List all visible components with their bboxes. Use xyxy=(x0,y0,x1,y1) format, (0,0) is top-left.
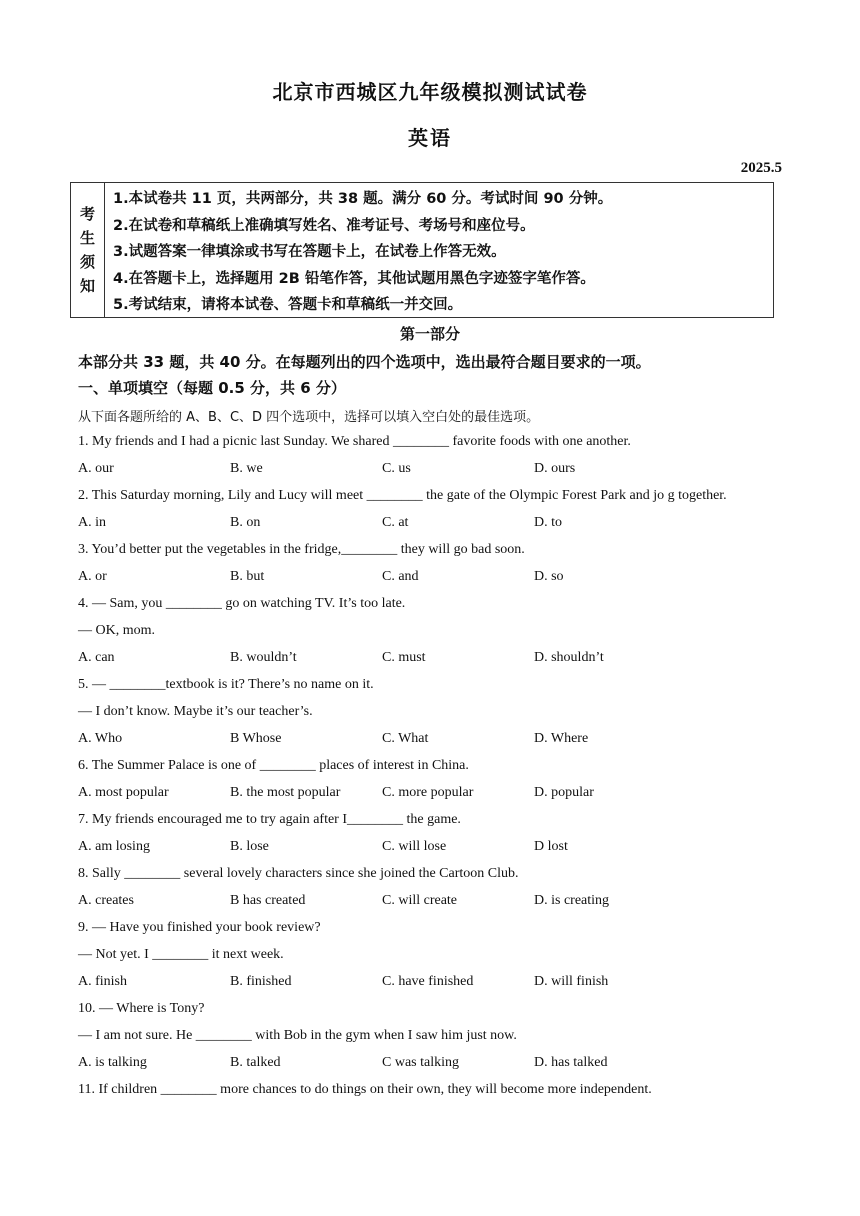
answer-option: B. finished xyxy=(230,974,292,989)
question-options xyxy=(78,509,798,536)
question-options xyxy=(78,833,798,860)
notice-item: 2.在试卷和草稿纸上准确填写姓名、准考证号、考场号和座位号。 xyxy=(113,217,535,234)
question-dialogue-line: — I don’t know. Maybe it’s our teacher’s. xyxy=(78,704,313,719)
question-options xyxy=(78,644,798,671)
section-instruction: 从下面各题所给的 A、B、C、D 四个选项中，选择可以填入空白处的最佳选项。 xyxy=(78,410,540,425)
question-options xyxy=(78,1049,798,1076)
notice-item: 5.考试结束，请将本试卷、答题卡和草稿纸一并交回。 xyxy=(113,297,463,313)
answer-option: A. Who xyxy=(78,731,123,746)
answer-option: B. but xyxy=(230,569,265,584)
question-stem: 11. If children ________ more chances to do things on their own, they will become more independent. xyxy=(78,1082,652,1097)
exam-subject: 英语 xyxy=(408,126,452,150)
answer-option: D. popular xyxy=(534,785,594,800)
answer-option: B has created xyxy=(230,893,306,908)
answer-option: A. am losing xyxy=(78,839,150,854)
question-stem: 2. This Saturday morning, Lily and Lucy will meet ________ the gate of the Olympic Forest Park and jo g together. xyxy=(78,488,727,503)
answer-option: A. creates xyxy=(78,893,134,908)
answer-option: D. so xyxy=(534,569,564,584)
question-dialogue-line: — I am not sure. He ________ with Bob in the gym when I saw him just now. xyxy=(78,1028,517,1043)
answer-option: D. Where xyxy=(534,731,589,746)
answer-option: B Whose xyxy=(230,731,282,746)
answer-option: B. talked xyxy=(230,1055,281,1070)
answer-option: C. What xyxy=(382,731,429,746)
answer-option: C. us xyxy=(382,461,411,476)
notice-label-char: 知 xyxy=(79,277,95,295)
answer-option: B. the most popular xyxy=(230,785,341,800)
question-stem: 10. — Where is Tony? xyxy=(78,1001,205,1016)
answer-option: D. to xyxy=(534,515,562,530)
notice-label xyxy=(71,183,105,317)
notice-box xyxy=(70,182,774,318)
answer-option: A. most popular xyxy=(78,785,169,800)
answer-option: A. is talking xyxy=(78,1055,147,1070)
question-stem: 5. — ________textbook is it? There’s no name on it. xyxy=(78,677,374,692)
answer-option: D. will finish xyxy=(534,974,609,989)
exam-date: 2025.5 xyxy=(740,160,782,176)
answer-option: D. shouldn’t xyxy=(534,650,604,665)
answer-option: D lost xyxy=(534,839,568,854)
notice-label-char: 须 xyxy=(79,253,95,271)
notice-item: 4.在答题卡上，选择题用 2B 铅笔作答，其他试题用黑色字迹签字笔作答。 xyxy=(113,270,595,287)
exam-title: 北京市西城区九年级模拟测试试卷 xyxy=(272,80,588,104)
answer-option: A. in xyxy=(78,515,106,530)
answer-option: A. or xyxy=(78,569,107,584)
answer-option: D. has talked xyxy=(534,1055,608,1070)
question-stem: 7. My friends encouraged me to try again after I________ the game. xyxy=(78,812,461,827)
question-dialogue-line: — Not yet. I ________ it next week. xyxy=(78,947,284,962)
answer-option: C. will lose xyxy=(382,839,447,854)
question-stem: 8. Sally ________ several lovely characters since she joined the Cartoon Club. xyxy=(78,866,519,881)
notice-label-char: 生 xyxy=(79,229,95,247)
notice-item: 3.试题答案一律填涂或书写在答题卡上，在试卷上作答无效。 xyxy=(113,244,506,260)
answer-option: A. our xyxy=(78,461,114,476)
answer-option: C. will create xyxy=(382,893,458,908)
question-stem: 1. My friends and I had a picnic last Sunday. We shared ________ favorite foods with one another. xyxy=(78,434,631,449)
answer-option: A. can xyxy=(78,650,115,665)
question-stem: 4. — Sam, you ________ go on watching TV. It’s too late. xyxy=(78,596,406,611)
answer-option: C. have finished xyxy=(382,974,474,989)
question-options xyxy=(78,779,798,806)
section-title: 一、单项填空（每题 0.5 分，共 6 分） xyxy=(78,379,346,397)
question-stem: 6. The Summer Palace is one of ________ places of interest in China. xyxy=(78,758,469,773)
answer-option: B. we xyxy=(230,461,263,476)
answer-option: C. at xyxy=(382,515,409,530)
answer-option: C. and xyxy=(382,569,419,584)
notice-items xyxy=(105,183,773,317)
question-list xyxy=(78,428,798,1103)
notice-label-char: 考 xyxy=(79,205,95,223)
answer-option: C. must xyxy=(382,650,426,665)
answer-option: B. wouldn’t xyxy=(230,650,297,665)
notice-item: 1.本试卷共 11 页，共两部分，共 38 题。满分 60 分。考试时间 90 分钟。 xyxy=(113,191,613,207)
answer-option: A. finish xyxy=(78,974,127,989)
answer-option: D. ours xyxy=(534,461,576,476)
question-options xyxy=(78,887,798,914)
part-intro: 本部分共 33 题，共 40 分。在每题列出的四个选项中，选出最符合题目要求的一项。 xyxy=(78,353,651,371)
answer-option: C. more popular xyxy=(382,785,474,800)
question-options xyxy=(78,968,798,995)
question-stem: 9. — Have you finished your book review? xyxy=(78,920,321,935)
question-options xyxy=(78,563,798,590)
part-title: 第一部分 xyxy=(399,325,460,343)
answer-option: B. on xyxy=(230,515,261,530)
question-options xyxy=(78,455,798,482)
answer-option: B. lose xyxy=(230,839,269,854)
question-dialogue-line: — OK, mom. xyxy=(78,623,155,638)
question-options xyxy=(78,725,798,752)
answer-option: C was talking xyxy=(382,1055,459,1070)
answer-option: D. is creating xyxy=(534,893,610,908)
question-stem: 3. You’d better put the vegetables in the fridge,________ they will go bad soon. xyxy=(78,542,525,557)
